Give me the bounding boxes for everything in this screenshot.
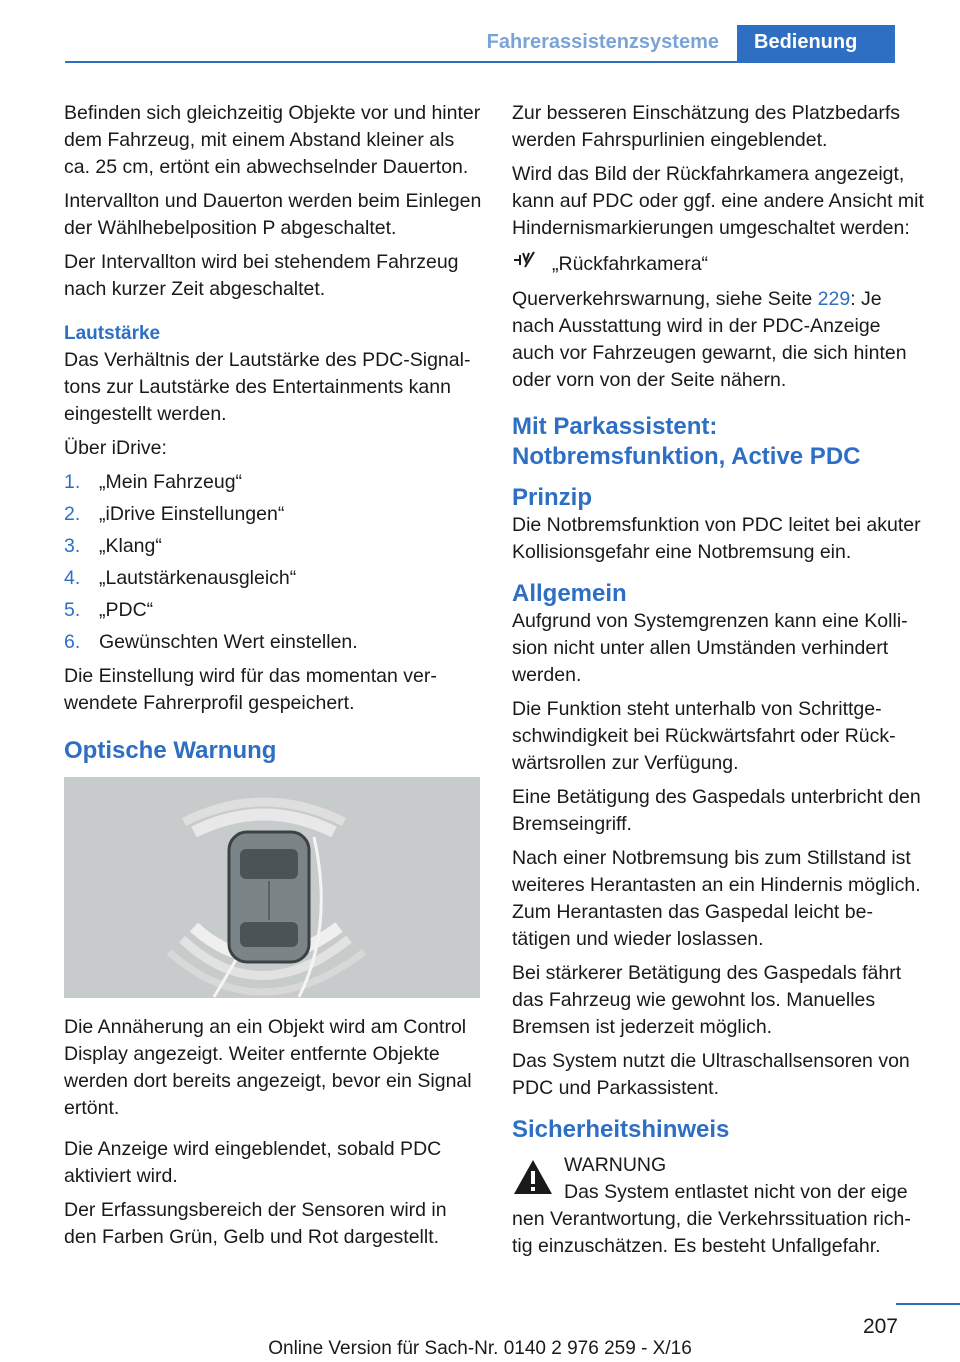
camera-option-label: „Rückfahrkamera“ bbox=[552, 252, 709, 275]
page-reference-link[interactable]: 229 bbox=[817, 288, 851, 310]
left-column bbox=[64, 100, 484, 1258]
page-header bbox=[0, 25, 960, 61]
heading-prinzip: Prinzip bbox=[512, 484, 593, 511]
paragraph: Bei stärkerer Betätigung des Gaspedals fährt das Fahrzeug wie gewohnt los. Manuelles Bremsen ist jederzeit möglich. bbox=[512, 962, 902, 1038]
paragraph: Befinden sich gleichzeitig Objekte vor und hinter dem Fahrzeug, mit einem Abstand kleiner als ca. 25 cm, ertönt ein abwechselnder Dauerton. bbox=[64, 102, 481, 178]
step-number: 4. bbox=[64, 567, 81, 589]
paragraph: Zur besseren Einschätzung des Platzbedarfs werden Fahrspurlinien eingeblendet. bbox=[512, 102, 901, 151]
step-number: 5. bbox=[64, 599, 81, 621]
list-item bbox=[64, 629, 484, 656]
header-chapter-label: Bedienung bbox=[754, 31, 858, 53]
heading-notbremsfunktion: Mit Parkassistent: Notbremsfunktion, Active PDC bbox=[512, 413, 861, 470]
paragraph: Aufgrund von Systemgrenzen kann eine Kollision nicht unter allen Umständen verhindert werden. bbox=[512, 610, 908, 686]
list-item bbox=[64, 597, 484, 624]
list-item bbox=[64, 501, 484, 528]
heading-optische-warnung: Optische Warnung bbox=[64, 737, 277, 764]
header-section-tab bbox=[465, 25, 735, 61]
paragraph: Eine Betätigung des Gaspedals unterbricht den Bremseingriff. bbox=[512, 786, 921, 835]
header-rule bbox=[65, 61, 895, 63]
paragraph: Intervallton und Dauerton werden beim Einlegen der Wählhebelposition P abgeschaltet. bbox=[64, 190, 482, 239]
step-text: „PDC“ bbox=[99, 599, 154, 621]
paragraph: Die Anzeige wird eingeblendet, sobald PDC aktiviert wird. bbox=[64, 1138, 442, 1187]
pdc-display-illustration bbox=[64, 777, 480, 998]
paragraph: Die Funktion steht unterhalb von Schrittgeschwindigkeit bei Rückwärtsfahrt oder Rückwärtsrollen zur Verfügung. bbox=[512, 698, 896, 774]
paragraph: Nach einer Notbremsung bis zum Stillstand ist weiteres Herantasten an ein Hindernis möglich. Zum Herantasten das Gaspedal leicht betätigen und wieder loslassen. bbox=[512, 847, 921, 950]
step-text: „iDrive Einstellungen“ bbox=[99, 503, 285, 525]
text: Querverkehrswarnung, siehe Seite bbox=[512, 288, 818, 310]
paragraph: Die Notbremsfunktion von PDC leitet bei akuter Kollisionsgefahr eine Notbremsung ein. bbox=[512, 514, 921, 563]
step-number: 3. bbox=[64, 535, 81, 557]
paragraph: Das System nutzt die Ultraschallsensoren von PDC und Parkassistent. bbox=[512, 1050, 910, 1099]
paragraph: Die Einstellung wird für das momentan verwendete Fahrerprofil gespeichert. bbox=[64, 665, 437, 714]
list-item bbox=[64, 565, 484, 592]
heading-lautstaerke: Lautstärke bbox=[64, 323, 161, 344]
step-number: 1. bbox=[64, 471, 81, 493]
step-text: „Mein Fahrzeug“ bbox=[99, 471, 243, 493]
paragraph: Die Annäherung an ein Objekt wird am Control Display angezeigt. Weiter entfernte Objekte werden dort bereits angezeigt, bevor ein Signal ertönt. bbox=[64, 1016, 472, 1119]
paragraph: Über iDrive: bbox=[64, 437, 167, 459]
right-column bbox=[512, 100, 924, 1260]
footer-version-text: Online Version für Sach-Nr. 0140 2 976 259 - X/16 bbox=[268, 1338, 692, 1359]
page-number: 207 bbox=[862, 1315, 898, 1338]
paragraph: Der Erfassungsbereich der Sensoren wird in den Farben Grün, Gelb und Rot dargestellt. bbox=[64, 1199, 447, 1248]
paragraph: Der Intervallton wird bei stehendem Fahrzeug nach kurzer Zeit abgeschaltet. bbox=[64, 251, 459, 300]
warning-title: WARNUNG bbox=[564, 1154, 667, 1176]
heading-allgemein: Allgemein bbox=[512, 580, 627, 607]
warning-triangle-icon bbox=[512, 1158, 554, 1204]
list-item bbox=[64, 469, 484, 496]
heading-sicherheitshinweis: Sicherheitshinweis bbox=[512, 1116, 730, 1143]
list-item bbox=[64, 533, 484, 560]
header-section-label: Fahrerassistenzsysteme bbox=[486, 31, 719, 53]
paragraph: Wird das Bild der Rückfahrkamera angezeigt, kann auf PDC oder ggf. eine andere Ansicht mit Hindernismarkierungen umgeschaltet werden: bbox=[512, 163, 924, 239]
step-text: Gewünschten Wert einstellen. bbox=[99, 631, 358, 653]
paragraph bbox=[512, 286, 924, 394]
footer-rule bbox=[896, 1303, 960, 1305]
steps-list bbox=[64, 469, 484, 656]
warning-text-line: Das System entlastet nicht von der eige bbox=[564, 1181, 908, 1203]
paragraph: Das Verhältnis der Lautstärke des PDC-Signaltons zur Lautstärke des Entertainments kann eingestellt werden. bbox=[64, 349, 471, 425]
step-text: „Lautstärkenausgleich“ bbox=[99, 567, 297, 589]
header-chapter-tab bbox=[737, 25, 895, 61]
text: : Je nach Ausstattung wird in der PDC-Anzeige auch vor Fahrzeugen gewarnt, die sich hinten oder vorn von der Seite nähern. bbox=[512, 288, 907, 391]
warning-block bbox=[512, 1152, 924, 1260]
step-number: 6. bbox=[64, 631, 81, 653]
warning-text: nen Verantwortung, die Verkehrssituation richtig einzuschätzen. Es besteht Unfallgefahr. bbox=[512, 1208, 911, 1257]
step-number: 2. bbox=[64, 503, 81, 525]
rear-camera-icon bbox=[512, 249, 538, 279]
camera-option bbox=[512, 249, 924, 279]
pdc-car-graphic bbox=[64, 777, 480, 998]
step-text: „Klang“ bbox=[99, 535, 162, 557]
